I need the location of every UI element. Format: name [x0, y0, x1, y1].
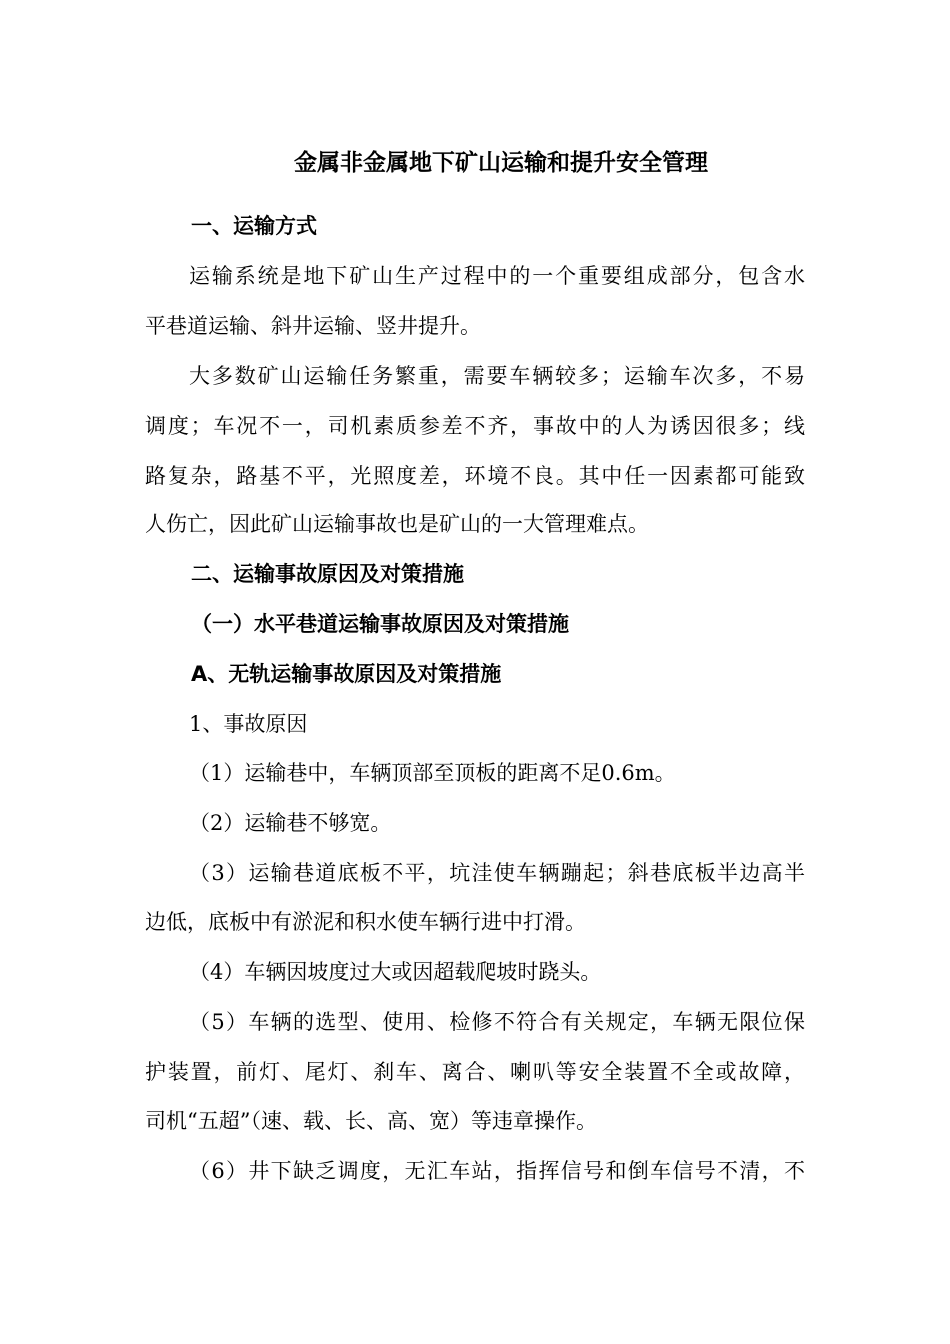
paragraph-line: 运输系统是地下矿山生产过程中的一个重要组成部分，包含水: [189, 264, 805, 288]
list-item: （3）运输巷道底板不平，坑洼使车辆蹦起；斜巷底板半边高半: [189, 861, 805, 885]
subsection-heading-trackless-transport: A、无轨运输事故原因及对策措施: [191, 662, 502, 686]
list-item-continuation: 护装置，前灯、尾灯、刹车、离合、喇叭等安全装置不全或故障，: [145, 1060, 805, 1084]
paragraph-line: 人伤亡，因此矿山运输事故也是矿山的一大管理难点。: [145, 512, 649, 536]
paragraph-line: 平巷道运输、斜井运输、竖井提升。: [145, 314, 481, 338]
list-item-continuation: 司机“五超”（速、载、长、高、宽）等违章操作。: [145, 1109, 597, 1133]
list-item-continuation: 边低，底板中有淤泥和积水使车辆行进中打滑。: [145, 910, 586, 934]
paragraph-line: 大多数矿山运输任务繁重，需要车辆较多；运输车次多，不易: [189, 364, 805, 388]
document-title: 金属非金属地下矿山运输和提升安全管理: [294, 150, 708, 176]
list-item: （6）井下缺乏调度，无汇车站，指挥信号和倒车信号不清，不: [189, 1159, 805, 1183]
list-item: （1）运输巷中，车辆顶部至顶板的距离不足0.6m。: [189, 761, 676, 785]
list-item: （2）运输巷不够宽。: [189, 811, 392, 835]
list-item: （5）车辆的选型、使用、检修不符合有关规定，车辆无限位保: [189, 1010, 805, 1034]
subsection-heading-horizontal-roadway: （一）水平巷道运输事故原因及对策措施: [191, 612, 569, 636]
paragraph-line: 路复杂，路基不平，光照度差，环境不良。其中任一因素都可能致: [145, 464, 805, 488]
paragraph-line: 调度；车况不一，司机素质参差不齐，事故中的人为诱因很多；线: [145, 414, 805, 438]
list-heading-accident-causes: 1、事故原因: [189, 712, 308, 736]
list-item: （4）车辆因坡度过大或因超载爬坡时跷头。: [189, 960, 602, 984]
section-heading-accident-causes: 二、运输事故原因及对策措施: [191, 562, 464, 586]
section-heading-transport-methods: 一、运输方式: [191, 214, 317, 238]
